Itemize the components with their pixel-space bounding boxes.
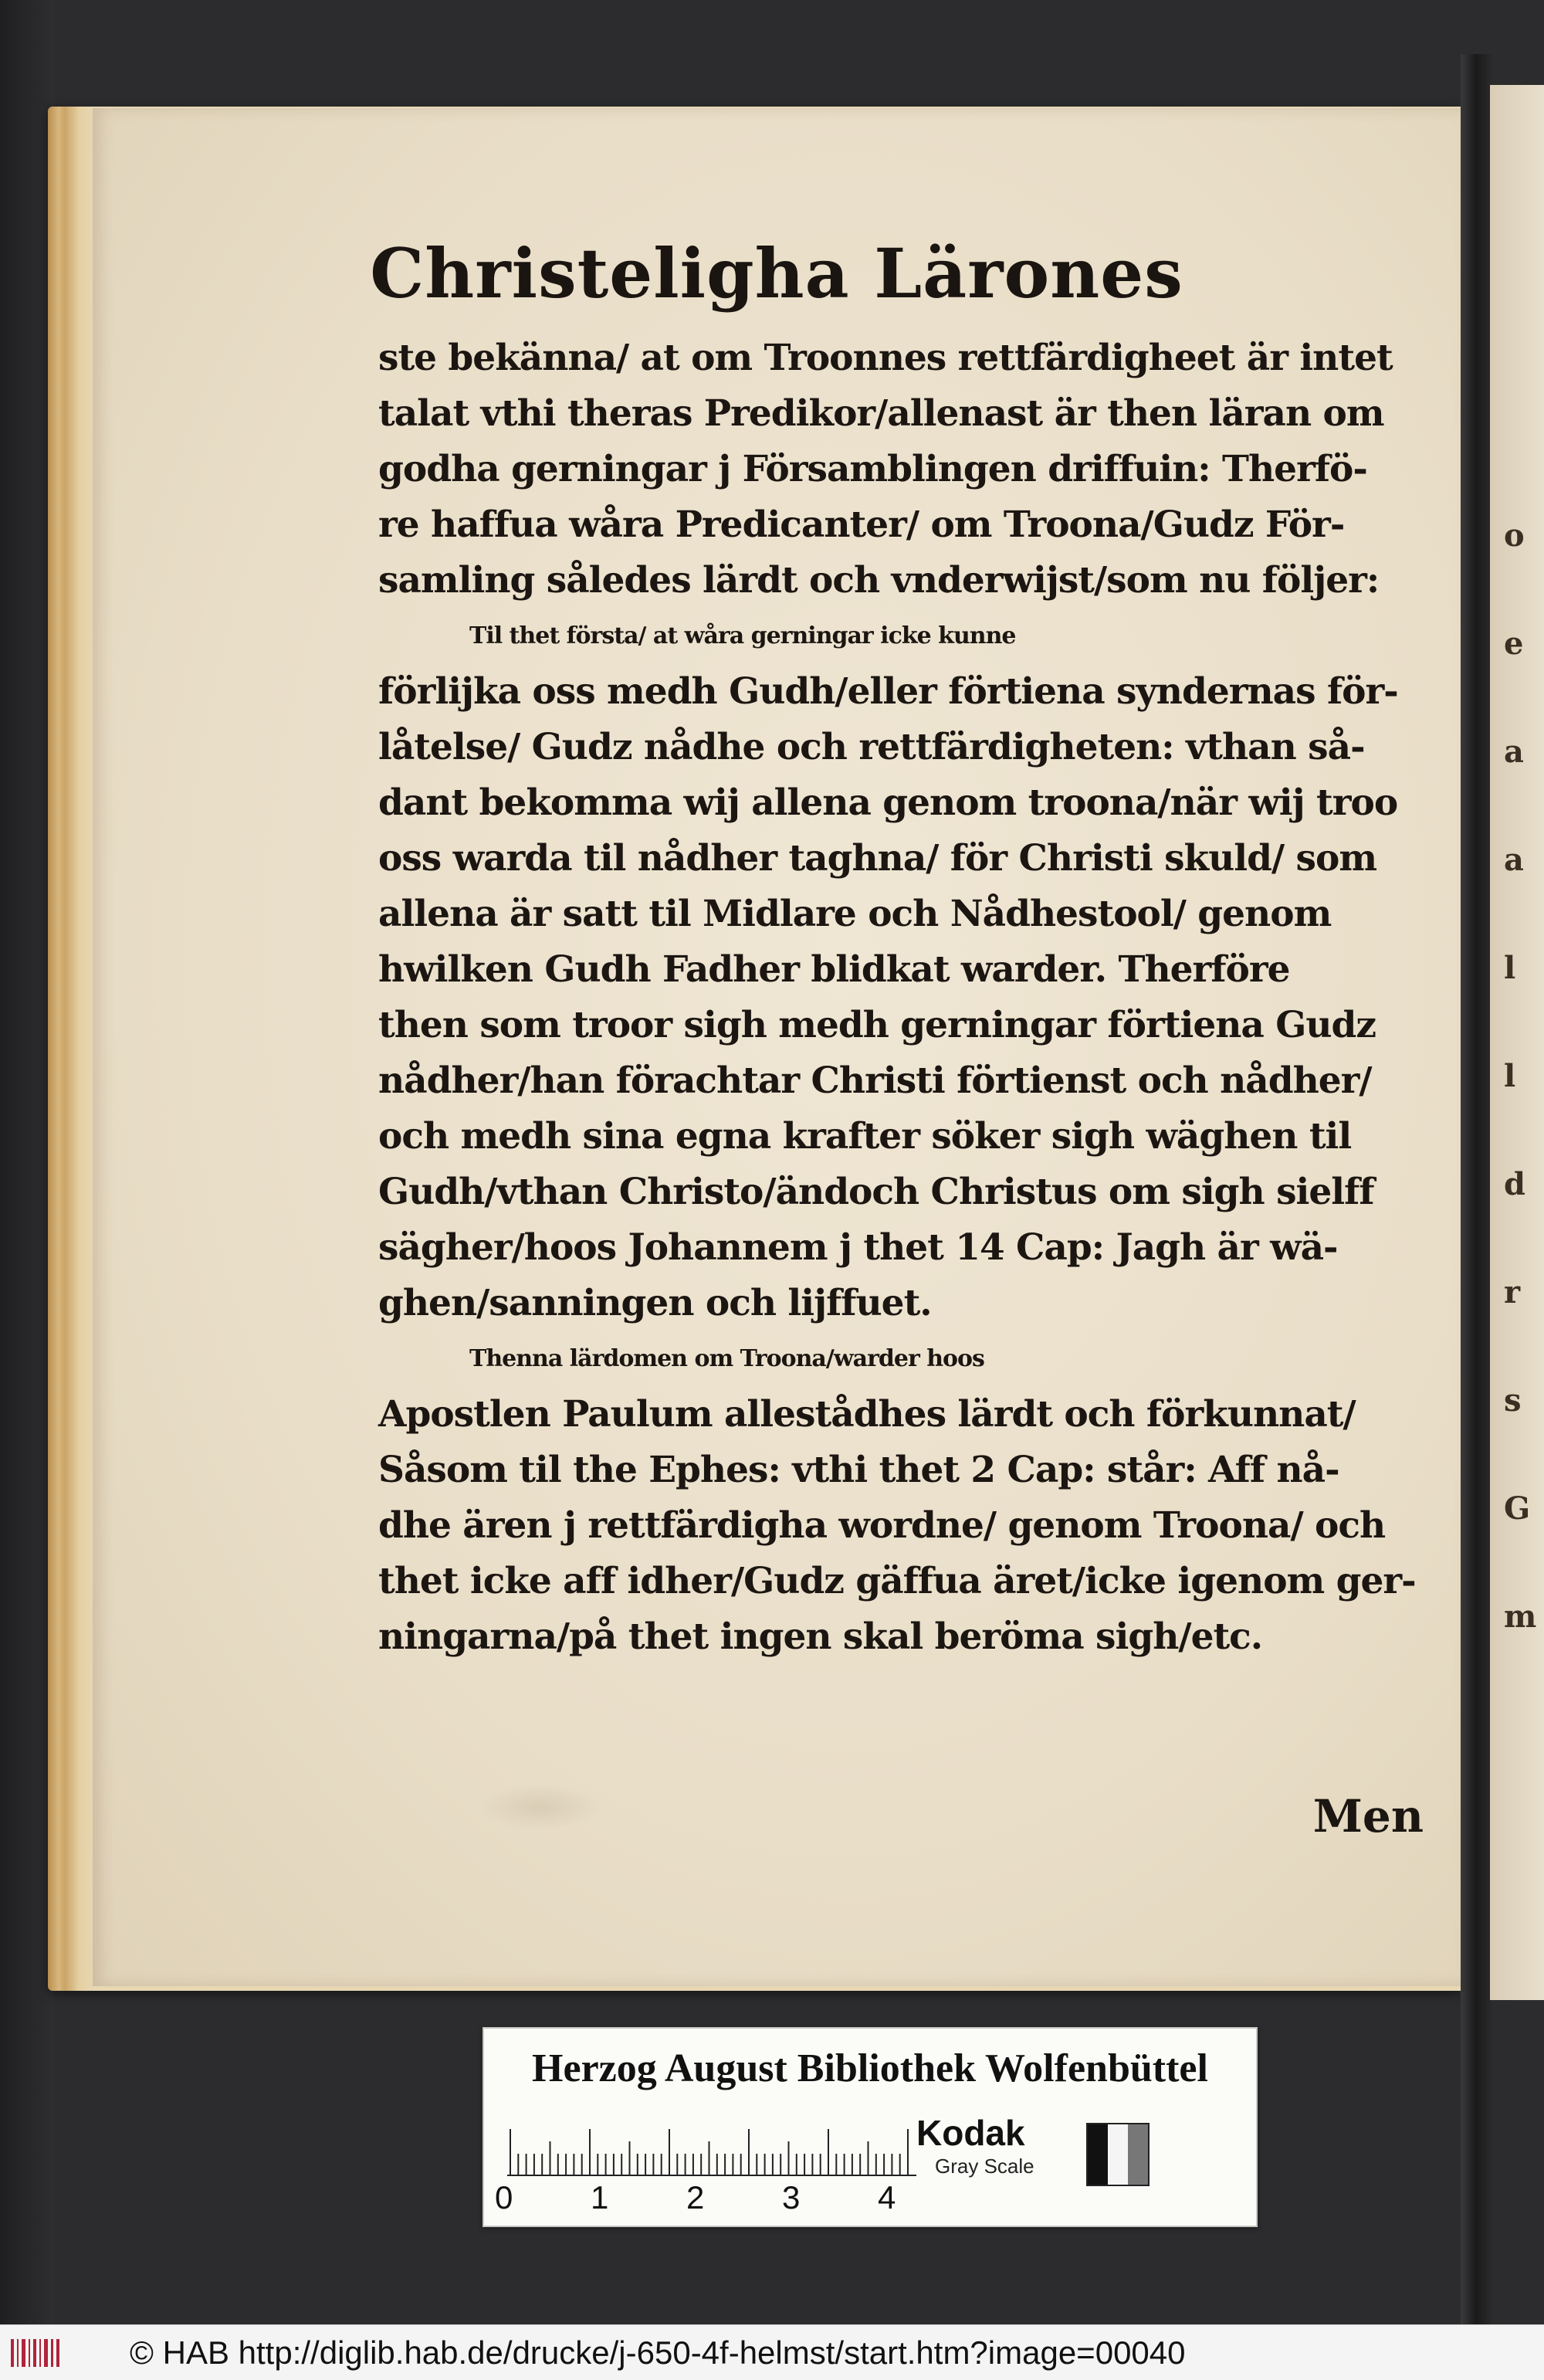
ruler-number: 4	[878, 2179, 896, 2216]
citation-url[interactable]: © HAB http://diglib.hab.de/drucke/j-650-4f-helmst/start.htm?image=00040	[130, 2334, 1186, 2371]
barcode-icon	[9, 2336, 63, 2370]
text-line: och medh sina egna krafter söker sigh wäghen til	[378, 1115, 1352, 1158]
adjacent-glyph: r	[1504, 1274, 1521, 1310]
color-calibration-card	[482, 2027, 1258, 2227]
ruler-number: 2	[686, 2179, 705, 2216]
kodak-brand: Kodak	[916, 2113, 1025, 2153]
gray-swatches	[1086, 2123, 1150, 2186]
adjacent-glyph: e	[1504, 626, 1524, 662]
text-line: Gudh/vthan Christo/ändoch Christus om sigh sielff	[378, 1171, 1374, 1213]
text-line: dant bekomma wij allena genom troona/när wij troo	[378, 781, 1398, 824]
citation-footer	[0, 2324, 1544, 2380]
adjacent-glyph: m	[1504, 1599, 1537, 1635]
ruler-numbers	[495, 2179, 927, 2218]
text-line: Thenna lärdomen om Troona/warder hoos	[469, 1345, 984, 1372]
gray-swatch	[1088, 2124, 1108, 2185]
text-line: sägher/hoos Johannem j thet 14 Cap: Jagh är wä-	[378, 1226, 1338, 1269]
ruler-number: 1	[591, 2179, 609, 2216]
gray-swatch	[1128, 2124, 1148, 2185]
book-page	[93, 108, 1461, 1986]
institution-name: Herzog August Bibliothek Wolfenbüttel	[532, 2046, 1208, 2090]
adjacent-glyph: a	[1504, 842, 1524, 878]
text-line: thet icke aff idher/Gudz gäffua äret/icke igenom ger-	[378, 1560, 1416, 1602]
text-line: talat vthi theras Predikor/allenast är then läran om	[378, 392, 1384, 435]
text-line: ste bekänna/ at om Troonnes rettfärdigheet är intet	[378, 337, 1393, 379]
text-line: förlijka oss medh Gudh/eller förtiena syndernas för-	[378, 670, 1398, 713]
text-line: re haffua wåra Predicanter/ om Troona/Gudz För-	[378, 503, 1345, 546]
text-line: Apostlen Paulum allestådhes lärdt och förkunnat/	[378, 1393, 1356, 1436]
running-header: Christeligha Lärones	[370, 233, 1183, 314]
text-line: Såsom til the Ephes: vthi thet 2 Cap: står: Aff nå-	[378, 1449, 1339, 1491]
text-line: ningarna/på thet ingen skal beröma sigh/etc.	[378, 1615, 1263, 1658]
adjacent-glyph: o	[1504, 517, 1525, 554]
adjacent-glyph: s	[1504, 1382, 1522, 1419]
text-line: hwilken Gudh Fadher blidkat warder. Therföre	[378, 948, 1290, 991]
body-text	[378, 331, 1532, 1665]
text-line: allena är satt til Midlare och Nådhestool/ genom	[378, 893, 1332, 935]
gray-swatch	[1108, 2124, 1128, 2185]
show-through-mark	[479, 1784, 602, 1830]
ruler-number: 0	[495, 2179, 513, 2216]
text-line: samling således lärdt och vnderwijst/som nu följer:	[378, 559, 1380, 602]
adjacent-glyph: l	[1504, 950, 1516, 986]
adjacent-glyph: l	[1504, 1058, 1516, 1094]
adjacent-page-edge	[1490, 85, 1544, 2000]
text-line: dhe ären j rettfärdigha wordne/ genom Troona/ och	[378, 1504, 1386, 1547]
catchword: Men	[1312, 1790, 1424, 1843]
text-line: oss warda til nådher taghna/ för Christi skuld/ som	[378, 837, 1377, 880]
scan-backdrop	[0, 0, 54, 2324]
gray-scale-label: Gray Scale	[935, 2155, 1034, 2178]
adjacent-glyph: G	[1504, 1490, 1531, 1527]
adjacent-glyph: a	[1504, 734, 1524, 770]
adjacent-glyph: d	[1504, 1166, 1525, 1202]
text-line: godha gerningar j Församblingen driffuin: Therfö-	[378, 448, 1367, 490]
ruler-number: 3	[782, 2179, 801, 2216]
ruler-scale-icon	[507, 2121, 916, 2179]
text-line: ghen/sanningen och lijffuet.	[378, 1282, 932, 1324]
text-line: nådher/han förachtar Christi förtienst och nådher/	[378, 1059, 1372, 1102]
book-gutter	[1461, 54, 1492, 2378]
text-line: then som troor sigh medh gerningar förtiena Gudz	[378, 1004, 1376, 1046]
text-line: Til thet första/ at wåra gerningar icke kunne	[469, 622, 1016, 649]
text-line: låtelse/ Gudz nådhe och rettfärdigheten: vthan så-	[378, 726, 1365, 768]
